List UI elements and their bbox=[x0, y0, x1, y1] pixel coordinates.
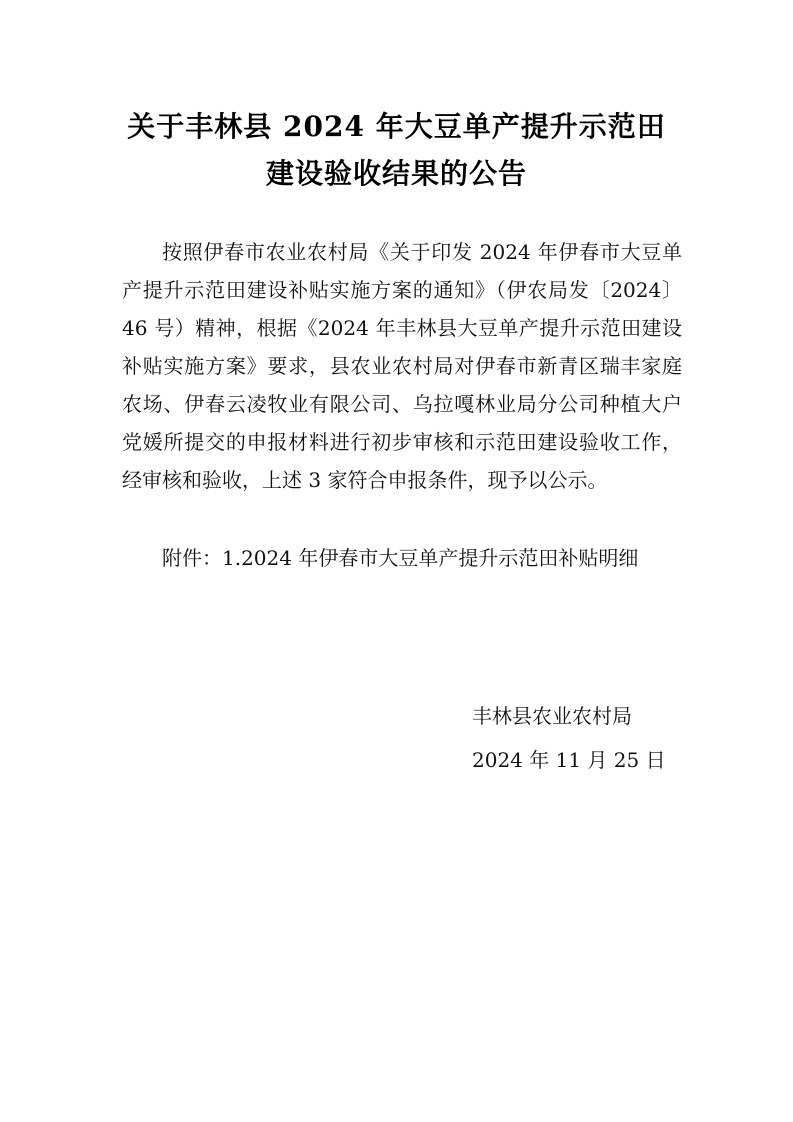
attachment-note: 附件：1.2024 年伊春市大豆单产提升示范田补贴明细 bbox=[162, 546, 639, 570]
body-line-4: 补贴实施方案》要求，县农业农村局对伊春市新青区瑞丰家庭 bbox=[122, 354, 682, 378]
body-line-2: 产提升示范田建设补贴实施方案的通知》（伊农局发〔2024〕 bbox=[122, 278, 682, 302]
body-line-1: 按照伊春市农业农村局《关于印发 2024 年伊春市大豆单 bbox=[162, 240, 682, 264]
signature-date: 2024 年 11 月 25 日 bbox=[472, 748, 666, 772]
body-paragraph bbox=[122, 233, 682, 499]
document-title-line-1: 关于丰林县 2024 年大豆单产提升示范田 bbox=[127, 110, 666, 143]
body-line-3: 46 号）精神，根据《2024 年丰林县大豆单产提升示范田建设 bbox=[122, 316, 682, 340]
body-line-6: 党媛所提交的申报材料进行初步审核和示范田建设验收工作， bbox=[122, 430, 682, 454]
document-title-line-2: 建设验收结果的公告 bbox=[265, 157, 527, 190]
signature-organization: 丰林县农业农村局 bbox=[472, 704, 632, 728]
body-line-7: 经审核和验收，上述 3 家符合申报条件，现予以公示。 bbox=[122, 468, 608, 492]
body-line-5: 农场、伊春云凌牧业有限公司、乌拉嘎林业局分公司种植大户 bbox=[122, 392, 682, 416]
